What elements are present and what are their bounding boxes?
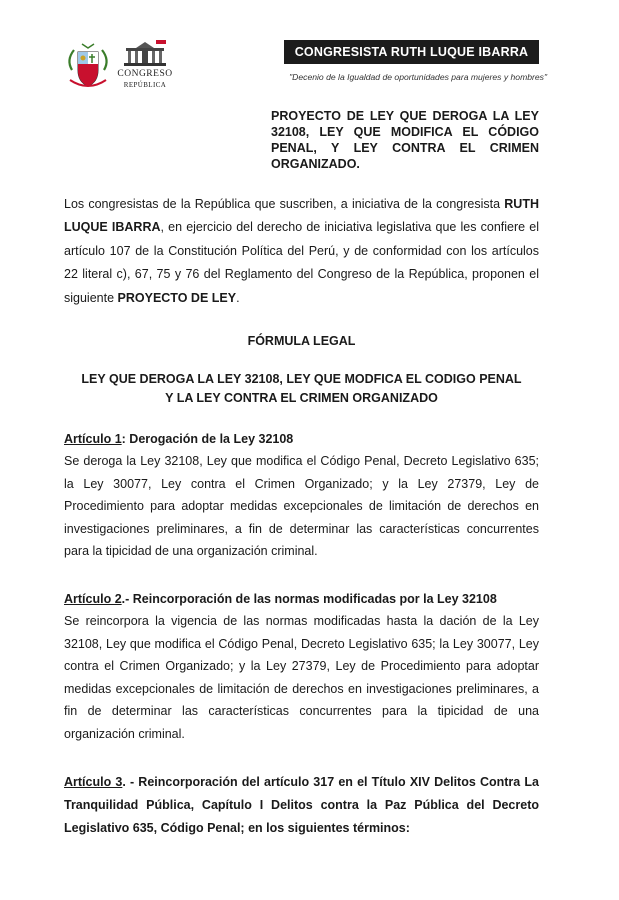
article-heading <box>64 588 539 610</box>
article-heading <box>64 428 539 450</box>
article-heading-text: : Derogación de la Ley 32108 <box>121 432 294 446</box>
article-2 <box>64 588 539 745</box>
congress-sub: REPÚBLICA <box>123 81 167 89</box>
article-body: Se reincorpora la vigencia de las normas modificadas hasta la dación de la Ley 32108, Ley que modifica el Código Penal, Decreto Legislativo 635; la Ley 30077, Ley contra el Crimen Organizado; y la Ley 27379, Ley de Procedimiento para adoptar medidas excepcionales de limitación de derechos en investigaciones preliminares, a fin de determinar las características concurrentes para la tipicidad de una organización criminal. <box>64 614 539 741</box>
congress-logo <box>116 40 174 92</box>
intro-paragraph <box>64 193 539 310</box>
document-title: PROYECTO DE LEY QUE DEROGA LA LEY 32108, LEY QUE MODIFICA EL CÓDIGO PENAL, Y LEY CONTRA EL CRIMEN ORGANIZADO. <box>271 109 539 171</box>
article-heading-text: .- Reincorporación de las normas modificadas por la Ley 32108 <box>121 592 497 606</box>
intro-text-1: Los congresistas de la República que suscriben, a iniciativa de la congresista <box>64 197 505 211</box>
article-number: Artículo 1 <box>64 432 122 446</box>
law-title-line-2: Y LA LEY CONTRA EL CRIMEN ORGANIZADO <box>165 391 438 405</box>
congress-building-icon <box>116 40 174 68</box>
article-heading-text: . - Reincorporación del artículo 317 en el Título XIV Delitos Contra La Tranquilidad Pública, Capítulo I Delitos contra la Paz Pública del Decreto Legislativo 635, Código Penal; en los siguientes términos: <box>64 775 539 835</box>
intro-bold-end: PROYECTO DE LEY <box>117 290 237 305</box>
congresista-banner: CONGRESISTA RUTH LUQUE IBARRA <box>284 40 539 64</box>
document-header <box>0 0 619 100</box>
decade-motto: "Decenio de la Igualdad de oportunidades para mujeres y hombres" <box>289 72 547 82</box>
congress-word: CONGRESO <box>117 69 173 79</box>
article-body: Se deroga la Ley 32108, Ley que modifica el Código Penal, Decreto Legislativo 635; la Ley 30077, Ley contra el Crimen Organizado; y la Ley 27379, Ley de Procedimiento para adoptar medidas excepcionales de limitación de derechos en investigaciones preliminares, a fin de determinar las características concurrentes para la tipicidad de una organización criminal. <box>64 454 539 558</box>
law-title <box>64 370 539 408</box>
formula-legal-heading: FÓRMULA LEGAL <box>247 334 356 348</box>
article-number: Artículo 3 <box>64 775 123 789</box>
peru-coat-of-arms-icon <box>64 40 112 92</box>
intro-congresista-name: RUTH LUQUE IBARRA <box>64 197 539 235</box>
article-heading <box>64 771 539 840</box>
intro-text-2: , en ejercicio del derecho de iniciativa legislativa que les confiere el artículo 107 de la Constitución Política del Perú, y de conformidad con los artículos 22 literal c), 67, 75 y 76 del Reglamento del Congreso de la República, proponen el siguiente <box>64 220 539 305</box>
article-3 <box>64 771 539 840</box>
law-title-line-1: LEY QUE DEROGA LA LEY 32108, LEY QUE MODFICA EL CODIGO PENAL <box>81 372 522 386</box>
article-1 <box>64 428 539 563</box>
intro-end: . <box>236 290 240 305</box>
article-number: Artículo 2 <box>64 592 122 606</box>
